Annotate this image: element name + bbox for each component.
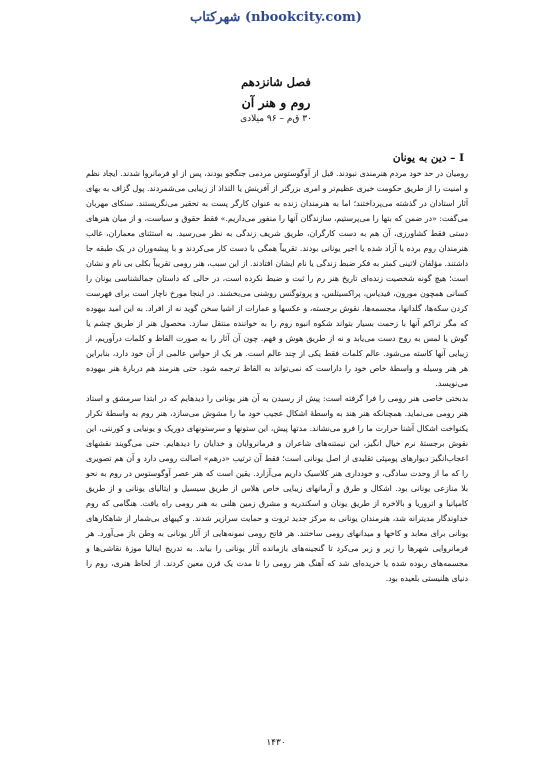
page-number: ۱۴۳۰ <box>266 738 286 748</box>
chapter-title: روم و هنر آن <box>241 95 311 110</box>
chapter-dates: ۳۰ ق‌م – ۹۶ میلادی <box>240 114 312 124</box>
paragraph: بدبختی خاصی هنر رومی را فرا گرفته است: پیش از رسیدن به آن هنر یونانی را دیدهایم که در ابتدا سرمشق و استاد هنر رومی می‌نماید. همچنانکه هنر هند به واسطهٔ اشکال عجیب خود ما را مشوش می‌سازد، هنر روم به واسطهٔ تکرار یکنواخت اشکال آشنا حرارت ما را فرو می‌نشاند. مدتها پیش، این ستونها و سرستونهای دوریک و یونیایی و کورنتی، این نقوش برجستهٔ نرم خیال انگیز، این نیمتنه‌های شاعران و فرمانروایان و خدایان را دیدهایم. حتی می‌گویند نقشهای اعجاب‌انگیز دیوارهای پومپئی تقلیدی از اصل یونانی است؛ فقط آن ترتیب «درهم» اصالت رومی دارد و آن هم تصویری را که ما از وحدت سادگی، و خودداری هنر کلاسیک داریم می‌آزارد. یقین است که هنر عصر آوگوستوس در روم به نحو بلا منازعی یونانی بود. اشکال و طرق و آرمانهای زیبایی خاص هلاس از طریق سیسیل و ایتالیای یونانی و از طریق کامپانیا و اتروریا و بالاخره از طریق یونان و اسکندریه و مشرق زمین هلنی به هنر رومی راه یافت. هنگامی که روم خداوندگار مدیترانه شد، هنرمندان یونانی به مرکز جدید ثروت و حمایت سرازیر شدند. و کپیهای بی‌شمار از شاهکارهای یونانی برای معابد و کاخها و میدانهای رومی ساختند. هر فاتح رومی نمونه‌هایی از آثار یونانی به وطن باز می‌آورد. هر فرمانروایی شهرها را زیر و زبر می‌کرد تا گنجینه‌های بازمانده آثار یونانی را بیابد. به تدریج ایتالیا موزهٔ نقاشی‌ها و مجسمه‌های ربوده شده یا خریده‌ای شد که آهنگ هنر رومی را تا مدت یک قرن معین کردند. از لحاظ هنری، روم را دنیای هلنیستی بلعیده بود. <box>86 394 468 583</box>
chapter-header <box>0 74 552 126</box>
section-heading: I – دین به یونان <box>392 152 464 164</box>
paragraph: رومیان در حد خود مردم هنرمندی نبودند. قبل از آوگوستوس مردمی جنگجو بودند، پس از او فرمانروا شدند. ایجاد نظم و امنیت را از طریق حکومت خیری عظیم‌تر و امری بزرگتر از آفرینش یا التذاذ از زیبایی می‌شمردند. پول گزاف به بهای آثار استادان در گذشته می‌پرداختند؛ اما به هنرمندان زنده به عنوان کارگر پست به تحقیر می‌نگریستند. سنکای مهربان می‌گفت: «در ضمن که بتها را می‌پرستیم، سازندگان آنها را منفور می‌داریم.» فقط حقوق و سیاست، و از میان هنرهای دستی فقط کشاورزی، آن هم به دست کارگران، طریق شریف زندگی به نظر می‌رسید. به استثنای معماران، غالب هنرمندان روم برده یا آزاد شده یا اجیر یونانی بودند. تقریباً همگی با دست کار می‌کردند و با پیشه‌وران در یک طبقه جا داشتند. مؤلفان لاتینی کمتر به فکر ضبط زندگی یا نام ایشان افتادند. از این سبب، هنر رومی تقریباً بکلی بی نام و نشان است؛ هیچ گونه شخصیت زنده‌ای تاریخ هنر رم را ثبت و ضبط نکرده است، در حالی که داستان جمالشناسی یونان را کسانی همچون مورون، فیدیاس، پراکسیتلس، و پروتوگنس روشنی می‌بخشند. در اینجا مورخ ناچار است برای فهرست کردن سکه‌ها، گلدانها، مجسمه‌ها، نقوش برجسته، و عکسها و عمارات از اشیا سخن گوید نه از افراد. به این امید بیهوده که مگر تراکم آنها با زحمت بسیار بتواند شکوه انبوه روم را به خواننده منتقل سازد. محصول هنر از طریق چشم یا گوش یا لمس به روح دست می‌یابد و نه از طریق هوش و فهم. چون آن آثار را به صورت الفاظ و کلمات درآوریم، از زیبایی آنها کاسته می‌شود. عالم کلمات فقط یکی از چند عالم است. هر یک از حواس عالمی از آن خود دارد، بنابراین هر هنر وسیله و واسطهٔ خاص خود را داراست که نمی‌تواند به الفاظ ترجمه شود. حتی هنرمند هم دربارهٔ هنر بیهوده می‌نویسد. <box>86 169 468 388</box>
site-watermark: شهرکتاب (nbookcity.com) <box>190 10 362 25</box>
chapter-number: فصل شانزدهم <box>241 75 311 89</box>
body-text <box>86 166 468 586</box>
